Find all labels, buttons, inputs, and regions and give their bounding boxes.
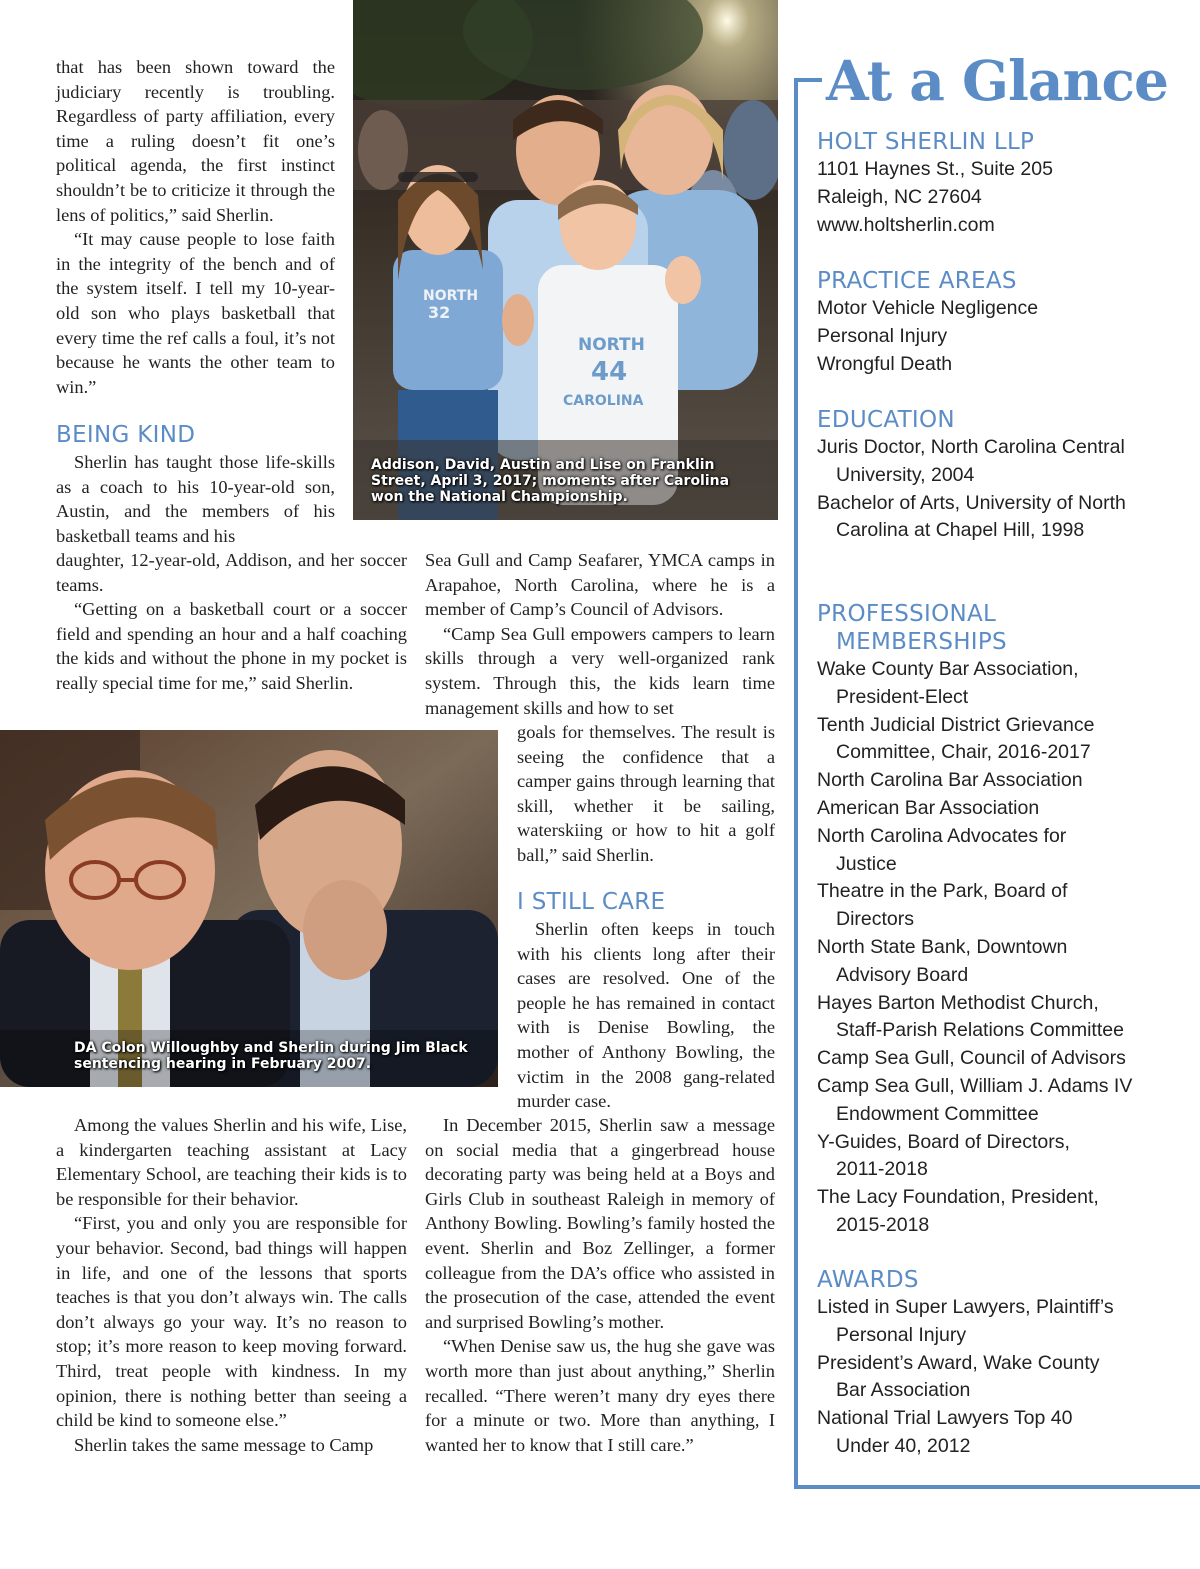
practice-item: Wrongful Death bbox=[817, 352, 953, 375]
membership-item: The Lacy Foundation, President, 2015-2018 bbox=[817, 1186, 1099, 1236]
paragraph: goals for themselves. The result is seeing the confidence that a camper gains through learning that skill, whether it be sailing, waterskiing or how to hit a golf ball,” said Sherlin. bbox=[517, 722, 775, 865]
membership-item: Y-Guides, Board of Directors, 2011-2018 bbox=[817, 1130, 1070, 1181]
photo-courtroom-caption: DA Colon Willoughby and Sherlin during Jim Black sentencing hearing in February 2007. bbox=[74, 1040, 468, 1072]
paragraph: In December 2015, Sherlin saw a message on social media that a gingerbread house decorating party was being held at a Boys and Girls Club in southeast Raleigh in memory of Anthony Bowling. Bowling’s family hosted the event. Sherlin and Boz Zellinger, a former colleague from the DA’s office who assisted in the prosecution of the case, attended the event and surprised Bowling’s mother. bbox=[425, 1115, 775, 1332]
article-being-kind-wide bbox=[56, 548, 407, 696]
award-item: National Trial Lawyers Top 40 Under 40, 2012 bbox=[817, 1407, 1073, 1457]
subhead-still-care: I STILL CARE bbox=[517, 889, 666, 915]
article-col1-bottom bbox=[56, 1113, 407, 1457]
firm-address-line: 1101 Haynes St., Suite 205 bbox=[817, 158, 1053, 180]
award-item: President’s Award, Wake County Bar Association bbox=[817, 1351, 1100, 1402]
svg-text:CAROLINA: CAROLINA bbox=[563, 393, 644, 409]
paragraph: Among the values Sherlin and his wife, Lise, a kindergarten teaching assistant at Lacy Elementary School, are teaching their kids is to be responsible for their behavior. bbox=[56, 1115, 407, 1209]
education-item: Juris Doctor, North Carolina Central University, 2004 bbox=[817, 436, 1125, 486]
sidebar-firm bbox=[817, 128, 1197, 239]
membership-item: Wake County Bar Association, President-Elect bbox=[817, 658, 1079, 708]
paragraph: daughter, 12-year-old, Addison, and her soccer teams. bbox=[56, 550, 407, 595]
sidebar-title: At a Glance bbox=[826, 48, 1169, 113]
practice-item: Personal Injury bbox=[817, 324, 948, 347]
memberships-heading bbox=[817, 600, 1197, 656]
practice-heading: PRACTICE AREAS bbox=[817, 268, 1017, 294]
article-col2-narrow-1 bbox=[517, 720, 775, 868]
membership-item: Hayes Barton Methodist Church, Staff-Parish Relations Committee bbox=[817, 991, 1124, 1042]
sidebar-rule-top bbox=[794, 78, 822, 82]
paragraph: “Camp Sea Gull empowers campers to learn skills through a very well-organized rank system. Through this, the kids learn time management skills and how to set bbox=[425, 623, 775, 718]
photo-courtroom bbox=[0, 730, 498, 1087]
paragraph: Sherlin takes the same message to Camp bbox=[74, 1434, 374, 1455]
sidebar-education bbox=[817, 406, 1197, 545]
memberships-heading-line1: PROFESSIONAL bbox=[817, 601, 997, 627]
sidebar-practice-areas bbox=[817, 267, 1197, 378]
paragraph: Sherlin often keeps in touch with his clients long after their cases are resolved. One of the people he has remained in contact with is Denise Bowling, the mother of Anthony Bowling, the victim in the 2008 gang-related murder case. bbox=[517, 919, 775, 1112]
at-a-glance-sidebar bbox=[794, 48, 1200, 1489]
award-item: Listed in Super Lawyers, Plaintiff’s Personal Injury bbox=[817, 1296, 1114, 1346]
membership-item: American Bar Association bbox=[817, 796, 1040, 819]
paragraph: Sherlin has taught those life-skills as a coach to his 10-year-old son, Austin, and the members of his basketball teams and his bbox=[56, 452, 335, 546]
courtroom-photo-illustration bbox=[0, 730, 498, 1087]
sidebar-rule-bottom bbox=[794, 1485, 1200, 1489]
svg-text:44: 44 bbox=[591, 357, 628, 387]
paragraph: “When Denise saw us, the hug she gave was worth more than just about anything,” Sherlin recalled. “There weren’t many dry eyes there for a minute or two. More than anything, I wanted her to know that I still care.” bbox=[425, 1336, 775, 1455]
subhead-being-kind: BEING KIND bbox=[56, 422, 196, 448]
sidebar-rule-vertical bbox=[794, 78, 798, 1489]
family-photo-illustration bbox=[353, 0, 778, 520]
photo-family-caption: Addison, David, Austin and Lise on Franklin Street, April 3, 2017; moments after Carolina won the National Championship. bbox=[371, 457, 730, 505]
paragraph: Sea Gull and Camp Seafarer, YMCA camps in Arapahoe, North Carolina, where he is a member of Camp’s Council of Advisors. bbox=[425, 550, 775, 620]
membership-item: North State Bank, Downtown Advisory Board bbox=[817, 935, 1068, 986]
education-item: Bachelor of Arts, University of North Carolina at Chapel Hill, 1998 bbox=[817, 491, 1126, 542]
paragraph: “Getting on a basketball court or a soccer field and spending an hour and a half coaching the kids and without the phone in my pocket is really special time for me,” said Sherlin. bbox=[56, 599, 407, 693]
practice-item: Motor Vehicle Negligence bbox=[817, 297, 1039, 319]
article-col1-top bbox=[56, 55, 335, 399]
boy-shirt-text: NORTH bbox=[578, 335, 645, 355]
membership-item: Camp Sea Gull, Council of Advisors bbox=[817, 1047, 1126, 1070]
paragraph: that has been shown toward the judiciary recently is troubling. Regardless of party affiliation, every time a ruling doesn’t fit one’s political agenda, the first instinct shouldn’t be to criticize it through the lens of politics,” said Sherlin. bbox=[56, 57, 335, 225]
firm-website-link[interactable]: www.holtsherlin.com bbox=[817, 213, 995, 236]
paragraph: “First, you and only you are responsible for your behavior. Second, bad things will happen in life, and one of the lessons that sports teaches is that you don’t always win. The calls don’t always go your way. It’s no reason to stop; it’s more reason to keep moving forward. Third, treat people with kindness. In my opinion, there is nothing better than seeing a child be kind to someone else.” bbox=[56, 1213, 407, 1431]
membership-item: North Carolina Advocates for Justice bbox=[817, 824, 1067, 875]
firm-heading: HOLT SHERLIN LLP bbox=[817, 129, 1035, 155]
memberships-heading-line2: MEMBERSHIPS bbox=[836, 629, 1007, 655]
svg-text:32: 32 bbox=[428, 303, 451, 322]
membership-item: North Carolina Bar Association bbox=[817, 769, 1083, 792]
article-col2-narrow-2 bbox=[517, 917, 775, 1114]
sidebar-awards bbox=[817, 1266, 1197, 1461]
girl-shirt-text: NORTH bbox=[423, 288, 479, 304]
membership-item: Camp Sea Gull, William J. Adams IV Endowment Committee bbox=[817, 1074, 1133, 1125]
article-col2-bottom bbox=[425, 1113, 775, 1457]
membership-item: Tenth Judicial District Grievance Committee, Chair, 2016-2017 bbox=[817, 713, 1095, 764]
sidebar-memberships bbox=[817, 600, 1197, 1240]
education-heading: EDUCATION bbox=[817, 407, 955, 433]
awards-heading: AWARDS bbox=[817, 1267, 919, 1293]
paragraph: “It may cause people to lose faith in the integrity of the bench and of the system itself. I tell my 10-year-old son who plays basketball that every time the ref calls a foul, it’s not because he wants the other team to win.” bbox=[56, 229, 335, 397]
article-col2-mid bbox=[425, 548, 775, 720]
firm-city-line: Raleigh, NC 27604 bbox=[817, 185, 982, 208]
membership-item: Theatre in the Park, Board of Directors bbox=[817, 880, 1068, 931]
article-being-kind-narrow bbox=[56, 450, 335, 548]
photo-family bbox=[353, 0, 778, 520]
